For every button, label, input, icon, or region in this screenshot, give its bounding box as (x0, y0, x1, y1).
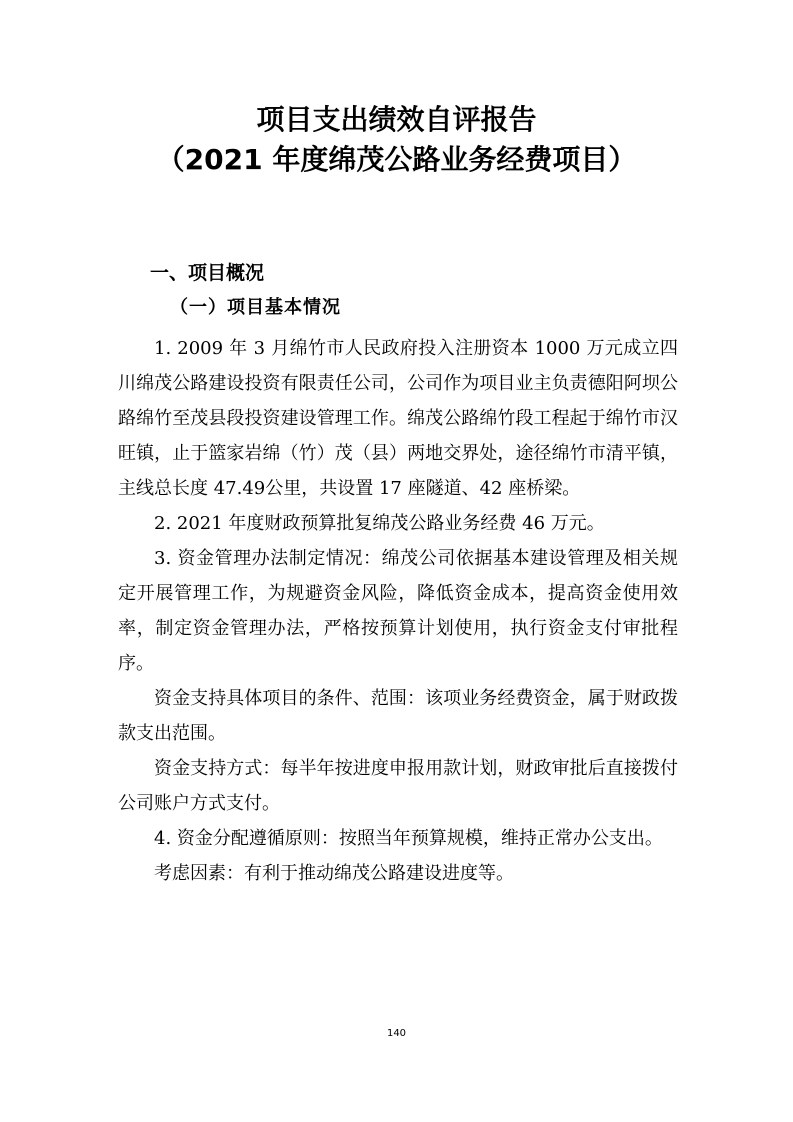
page-number: 140 (386, 1028, 407, 1039)
report-title: 项目支出绩效自评报告 (256, 103, 537, 136)
paragraph: 1. 2009 年 3 月绵竹市人民政府投入注册资本 1000 万元成立四川绵茂公路建设投资有限责任公司，公司作为项目业主负责德阳阿坝公路绵竹至茂县段投资建设管理工作。绵茂公路绵竹段工程起于绵竹市汉旺镇，止于篮家岩绵（竹）茂（县）两地交界处，途径绵竹市清平镇，主线总长度 47.49公里，共设置 17 座隧道、42 座桥梁。 (118, 338, 678, 499)
paragraph: 资金支持方式：每半年按进度申报用款计划，财政审批后直接拨付公司账户方式支付。 (118, 758, 678, 814)
paragraph: 资金支持具体项目的条件、范围：该项业务经费资金，属于财政拨款支出范围。 (118, 688, 678, 744)
subsection-heading: （一）项目基本情况 (170, 297, 341, 318)
report-subtitle: （2021 年度绵茂公路业务经费项目） (156, 143, 637, 176)
paragraph: 3. 资金管理办法制定情况：绵茂公司依据基本建设管理及相关规定开展管理工作，为规避资金风险，降低资金成本，提高资金使用效率，制定资金管理办法，严格按预算计划使用，执行资金支付审批程序。 (118, 548, 678, 674)
paragraph: 考虑因素：有利于推动绵茂公路建设进度等。 (154, 863, 514, 884)
section-heading: 一、项目概况 (150, 262, 265, 284)
paragraph: 4. 资金分配遵循原则：按照当年预算规模，维持正常办公支出。 (154, 828, 663, 849)
body-text (118, 331, 678, 891)
paragraph: 2. 2021 年度财政预算批复绵茂公路业务经费 46 万元。 (154, 513, 605, 534)
